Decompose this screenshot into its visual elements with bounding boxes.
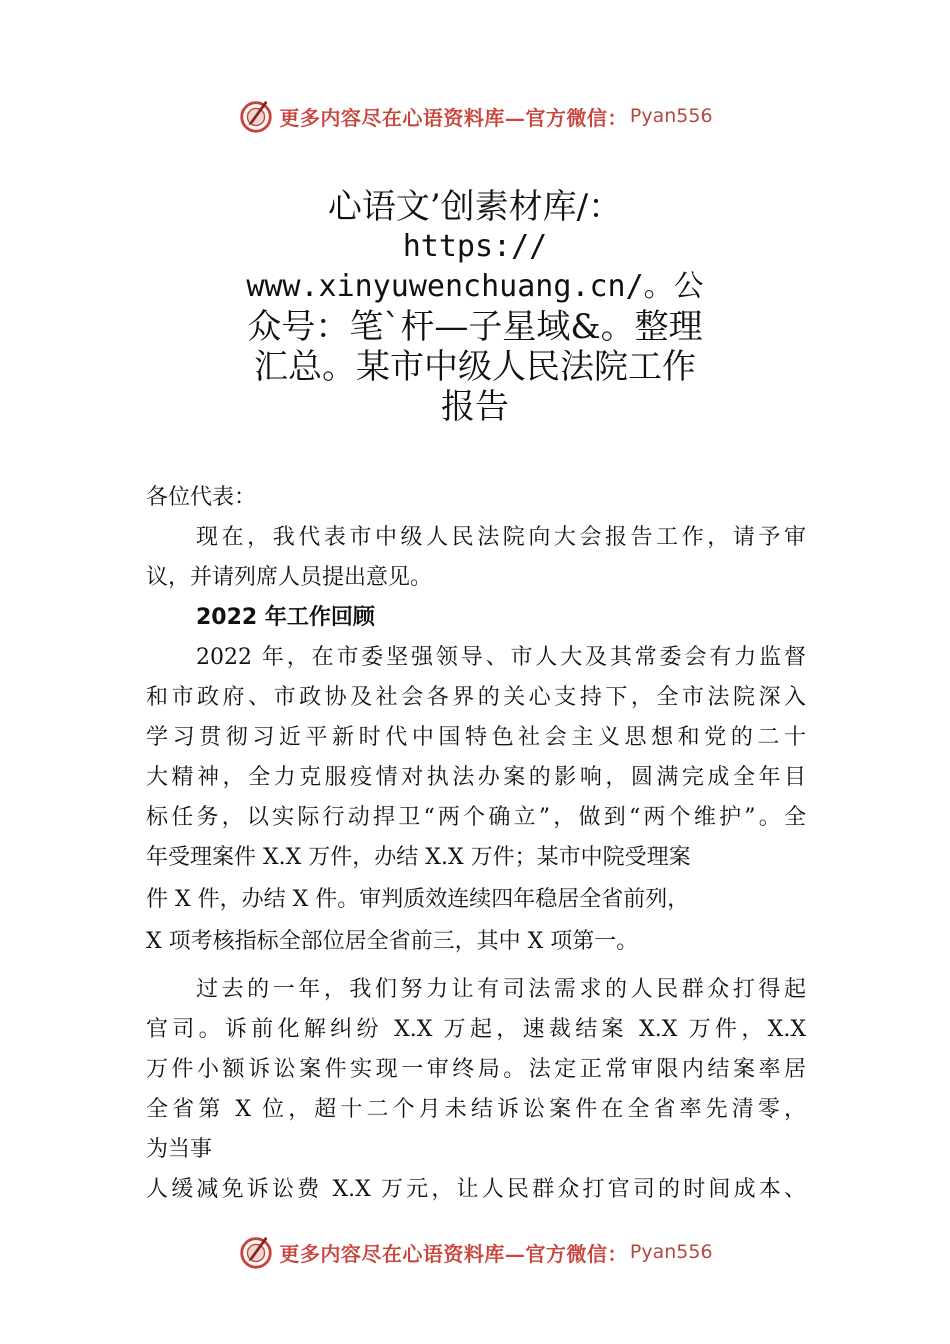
pen-logo-icon: [237, 1233, 275, 1271]
paragraph-line: 学习贯彻习近平新时代中国特色社会主义思想和党的二十: [146, 725, 806, 750]
paragraph-line: X 项考核指标全部位居全省前三，其中 X 项第一。: [146, 929, 639, 954]
paragraph-line: 为当事: [146, 1137, 213, 1162]
greeting: [146, 478, 806, 518]
access-paragraph: [146, 970, 806, 1210]
paragraph-line: 人缓减免诉讼费 X.X 万元，让人民群众打官司的时间成本、: [146, 1177, 806, 1202]
review-paragraph: [146, 638, 806, 962]
document-title: [225, 187, 725, 427]
paragraph-line: 全省第 X 位，超十二个月未结诉讼案件在全省率先清零，: [146, 1097, 806, 1122]
banner-text: 更多内容尽在心语资料库—官方微信：: [279, 1241, 628, 1266]
title-line: https://: [402, 229, 548, 264]
paragraph-line: 大精神，全力克服疫情对执法办案的影响，圆满完成全年目: [146, 765, 806, 790]
greeting-line: 各位代表：: [146, 485, 257, 510]
paragraph-line: 件 X 件，办结 X 件。审判质效连续四年稳居全省前列，: [146, 887, 690, 912]
pen-logo-icon: [237, 97, 275, 135]
title-line: 众号：笔`杆—子星域&。整理: [247, 307, 703, 347]
paragraph-line: 现在，我代表市中级人民法院向大会报告工作，请予审: [196, 525, 806, 550]
banner-text: 更多内容尽在心语资料库—官方微信：: [279, 105, 628, 130]
paragraph-line: 年受理案件 X.X 万件，办结 X.X 万件；某市中院受理案: [146, 845, 691, 870]
banner-wechat-id: Pyan556: [629, 105, 713, 127]
footer-banner: [0, 1232, 950, 1272]
header-banner: [0, 96, 950, 136]
paragraph-line: 议，并请列席人员提出意见。: [146, 565, 433, 590]
paragraph-line: 2022 年，在市委坚强领导、市人大及其常委会有力监督: [196, 645, 806, 670]
title-line: www.xinyuwenchuang.cn/。公: [246, 269, 704, 304]
paragraph-line: 标任务，以实际行动捍卫“两个确立”，做到“两个维护”。全: [146, 805, 806, 830]
title-line: 心语文’创素材库/：: [327, 187, 623, 227]
paragraph-line: 过去的一年，我们努力让有司法需求的人民群众打得起: [196, 977, 806, 1002]
intro-paragraph: [146, 518, 806, 598]
paragraph-line: 万件小额诉讼案件实现一审终局。法定正常审限内结案率居: [146, 1057, 806, 1082]
title-line: 汇总。某市中级人民法院工作: [254, 347, 696, 387]
paragraph-line: 官司。诉前化解纠纷 X.X 万起，速裁结案 X.X 万件，X.X: [146, 1017, 806, 1042]
banner-wechat-id: Pyan556: [629, 1241, 713, 1263]
title-line: 报告: [441, 387, 509, 427]
section-heading: 2022 年工作回顾: [196, 605, 375, 630]
paragraph-line: 和市政府、市政协及社会各界的关心支持下，全市法院深入: [146, 685, 806, 710]
